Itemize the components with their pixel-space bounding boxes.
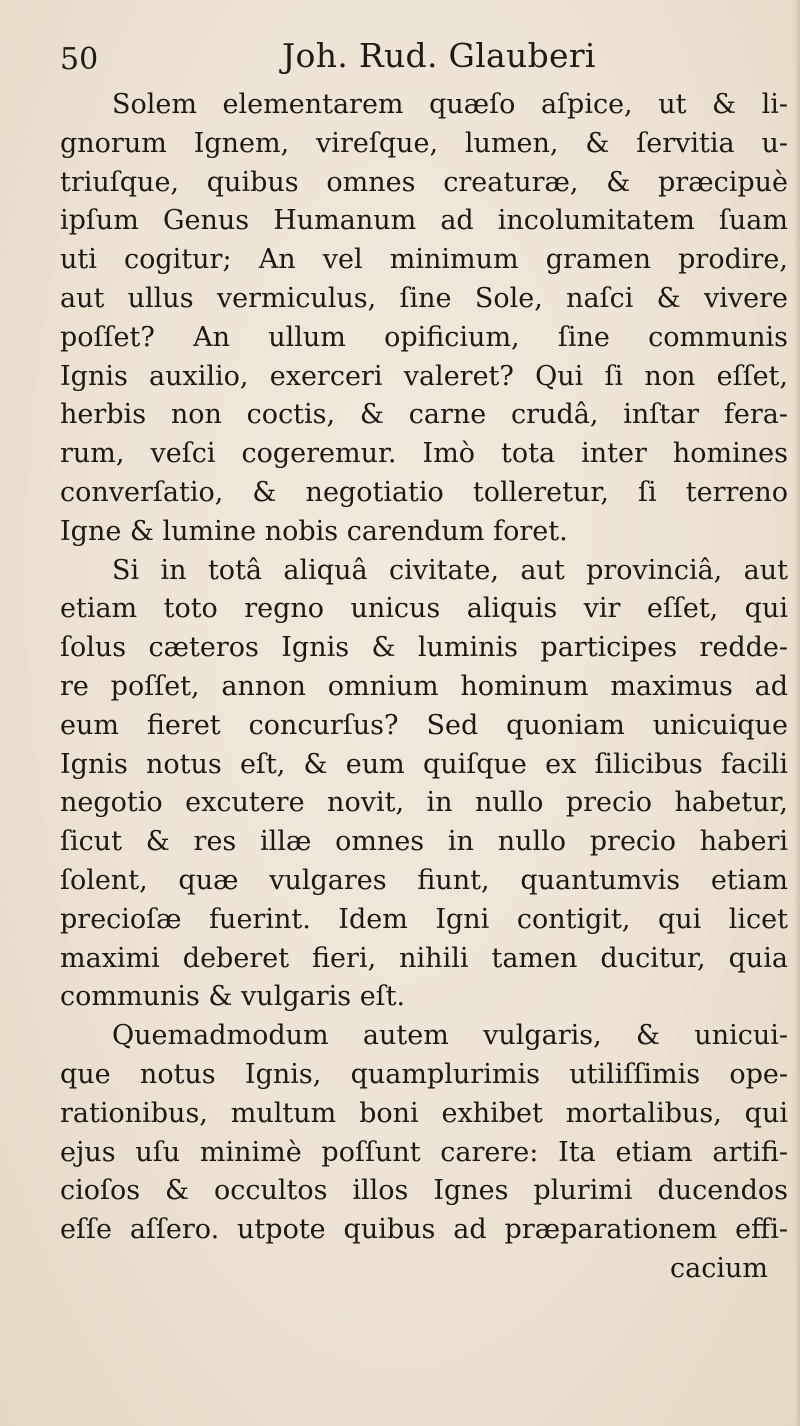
- text-line: triuſque, quibus omnes creaturæ, & præcipuè: [60, 166, 788, 198]
- text-line: que notus Ignis, quamplurimis utiliſſimis ope-: [60, 1058, 788, 1090]
- text-line: Ignis notus eſt, & eum quiſque ex ſilicibus facili: [60, 748, 788, 780]
- running-title: Joh. Rud. Glauberi: [282, 36, 596, 75]
- text-line: herbis non coctis, & carne crudâ, inſtar fera-: [60, 399, 788, 431]
- body-text: [60, 86, 788, 1289]
- text-line: ſolent, quæ vulgares fiunt, quantumvis etiam: [60, 864, 788, 896]
- text-line: aut ullus vermiculus, ſine Sole, naſci & vivere: [60, 282, 788, 314]
- text-line: negotio excutere novit, in nullo precio habetur,: [60, 787, 788, 819]
- text-line: precioſæ fuerint. Idem Igni contigit, qui licet: [60, 903, 788, 935]
- text-line: ipſum Genus Humanum ad incolumitatem ſuam: [60, 205, 788, 237]
- page-number: 50: [60, 42, 99, 77]
- text-line: communis & vulgaris eſt.: [60, 981, 406, 1013]
- text-line: uti cogitur; An vel minimum gramen prodire,: [60, 244, 788, 276]
- text-line: rum, veſci cogeremur. Imò tota inter homines: [60, 438, 788, 470]
- text-line: gnorum Ignem, vireſque, lumen, & ſervitia u-: [60, 127, 788, 159]
- text-line: eſſe aſſero. utpote quibus ad præparationem effi-: [60, 1214, 788, 1246]
- text-line: cioſos & occultos illos Ignes plurimi ducendos: [60, 1175, 788, 1207]
- text-line: rationibus, multum boni exhibet mortalibus, qui: [60, 1097, 788, 1129]
- text-line: ejus uſu minimè poſſunt carere: Ita etiam artifi-: [60, 1136, 788, 1168]
- text-line: Quemadmodum autem vulgaris, & unicui-: [112, 1020, 788, 1052]
- text-line: etiam toto regno unicus aliquis vir eſſet, qui: [60, 593, 788, 625]
- text-line: eum fieret concurſus? Sed quoniam unicuique: [60, 709, 788, 741]
- text-line: poſſet? An ullum opificium, ſine communis: [60, 321, 788, 353]
- text-line: Solem elementarem quæſo aſpice, ut & li-: [112, 89, 788, 120]
- text-line: ſicut & res illæ omnes in nullo precio haberi: [60, 826, 788, 858]
- catchword: cacium: [670, 1252, 768, 1284]
- text-line: Igne & lumine nobis carendum foret.: [60, 515, 568, 547]
- page-edge: [794, 0, 800, 1426]
- text-line: re poſſet, annon omnium hominum maximus ad: [60, 670, 788, 702]
- text-line: ſolus cæteros Ignis & luminis participes redde-: [60, 632, 788, 664]
- text-line: Si in totâ aliquâ civitate, aut provinciâ, aut: [112, 554, 788, 586]
- text-line: converſatio, & negotiatio tolleretur, ſi terreno: [60, 476, 788, 508]
- text-line: maximi deberet fieri, nihili tamen ducitur, quia: [60, 942, 788, 974]
- text-line: Ignis auxilio, exerceri valeret? Qui ſi non eſſet,: [60, 360, 788, 392]
- page-header: [0, 36, 800, 92]
